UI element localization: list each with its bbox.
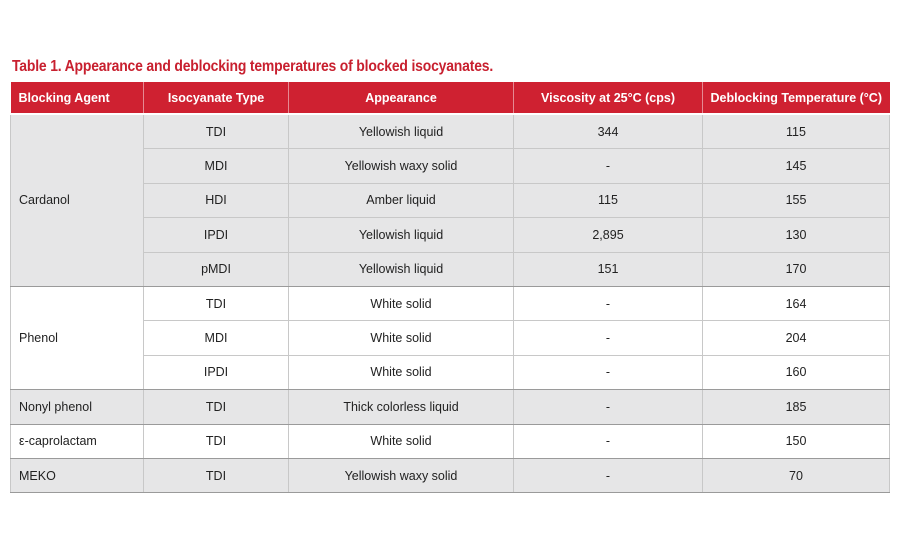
header-viscosity: Viscosity at 25°C (cps) [514,82,703,114]
blocking-agent-cell: ε-caprolactam [11,424,144,458]
appearance-cell: White solid [289,424,514,458]
viscosity-cell: - [514,286,703,320]
appearance-cell: Amber liquid [289,183,514,217]
header-appearance: Appearance [289,82,514,114]
isocyanate-type-cell: TDI [144,286,289,320]
deblocking-temp-cell: 170 [703,252,890,286]
header-row [11,82,890,114]
table-row [11,286,890,320]
deblocking-temp-cell: 204 [703,321,890,355]
viscosity-cell: - [514,424,703,458]
blocking-agent-cell: MEKO [11,458,144,492]
viscosity-cell: 2,895 [514,218,703,252]
table-caption: Table 1. Appearance and deblocking temperatures of blocked isocyanates. [12,58,494,75]
deblocking-temp-cell: 130 [703,218,890,252]
isocyanate-type-cell: HDI [144,183,289,217]
appearance-cell: White solid [289,355,514,389]
table-row [11,458,890,492]
deblocking-temp-cell: 70 [703,458,890,492]
deblocking-temp-cell: 160 [703,355,890,389]
viscosity-cell: 115 [514,183,703,217]
isocyanate-type-cell: IPDI [144,218,289,252]
deblocking-temp-cell: 164 [703,286,890,320]
viscosity-cell: - [514,458,703,492]
header-isocyanate-type: Isocyanate Type [144,82,289,114]
appearance-cell: Yellowish waxy solid [289,149,514,183]
isocyanate-type-cell: MDI [144,321,289,355]
viscosity-cell: - [514,149,703,183]
isocyanate-type-cell: TDI [144,424,289,458]
blocking-agent-cell: Nonyl phenol [11,390,144,424]
appearance-cell: Thick colorless liquid [289,390,514,424]
header-deblocking-temperature: Deblocking Temperature (°C) [703,82,890,114]
table-row [11,390,890,424]
table-body [11,114,890,493]
deblocking-temp-cell: 155 [703,183,890,217]
appearance-cell: Yellowish liquid [289,114,514,149]
data-table [10,82,890,493]
deblocking-temp-cell: 185 [703,390,890,424]
isocyanate-type-cell: IPDI [144,355,289,389]
viscosity-cell: 151 [514,252,703,286]
appearance-cell: White solid [289,286,514,320]
viscosity-cell: - [514,390,703,424]
isocyanate-type-cell: TDI [144,114,289,149]
appearance-cell: Yellowish liquid [289,252,514,286]
isocyanate-type-cell: MDI [144,149,289,183]
deblocking-temp-cell: 145 [703,149,890,183]
viscosity-cell: - [514,355,703,389]
appearance-cell: Yellowish waxy solid [289,458,514,492]
table-row [11,114,890,149]
viscosity-cell: - [514,321,703,355]
isocyanate-type-cell: pMDI [144,252,289,286]
isocyanate-type-cell: TDI [144,458,289,492]
blocking-agent-cell: Phenol [11,286,144,389]
viscosity-cell: 344 [514,114,703,149]
deblocking-temp-cell: 115 [703,114,890,149]
blocking-agent-cell: Cardanol [11,114,144,286]
appearance-cell: Yellowish liquid [289,218,514,252]
header-blocking-agent: Blocking Agent [11,82,144,114]
deblocking-temp-cell: 150 [703,424,890,458]
isocyanate-type-cell: TDI [144,390,289,424]
table-row [11,424,890,458]
appearance-cell: White solid [289,321,514,355]
